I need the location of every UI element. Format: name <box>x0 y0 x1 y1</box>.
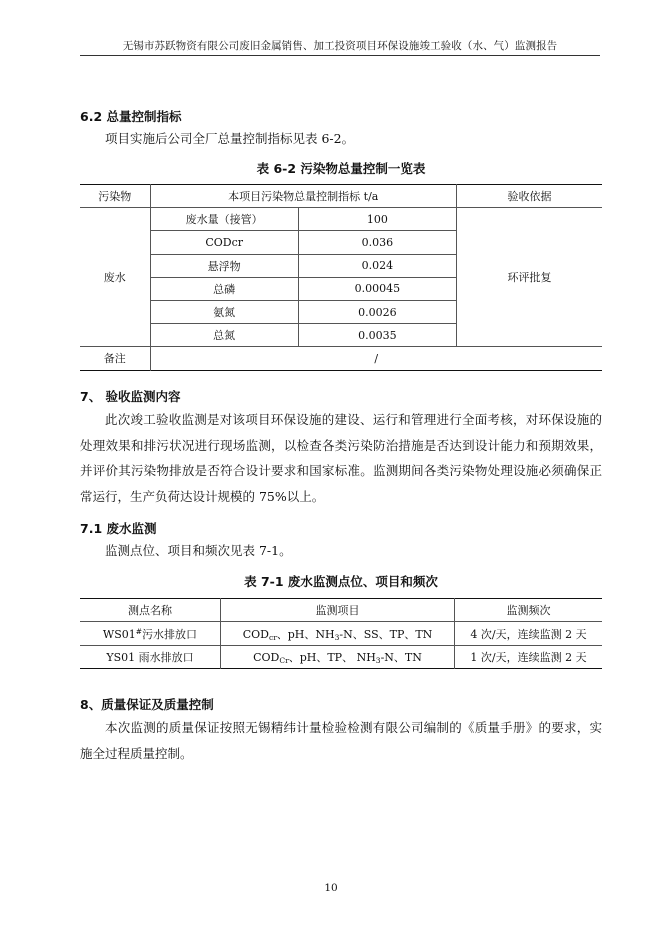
header-frequency: 监测频次 <box>455 599 603 622</box>
table-row <box>80 208 602 231</box>
table-header-row <box>80 599 602 622</box>
page-header: 无锡市苏跃物资有限公司废旧金属销售、加工投资项目环保设施竣工验收（水、气）监测报告 <box>122 40 558 52</box>
row-value: 0.00045 <box>298 277 456 300</box>
row-name: 总磷 <box>150 277 298 300</box>
section-7-heading: 7、 验收监测内容 <box>80 389 181 404</box>
items-cell: $COD_{Cr}$、pH、TP、 $NH_3-N$、TN <box>221 645 455 668</box>
table-6-2 <box>80 184 602 371</box>
table-row <box>80 622 602 645</box>
table-6-2-caption: 表 6-2 污染物总量控制一览表 <box>256 161 426 176</box>
row-name: 悬浮物 <box>150 254 298 277</box>
point-cell: YS01 雨水排放口 <box>80 645 221 668</box>
row-value: 0.0026 <box>298 300 456 323</box>
header-indicator: 本项目污染物总量控制指标 t/a <box>150 185 456 208</box>
row-value: 0.036 <box>298 231 456 254</box>
row-value: 0.0035 <box>298 324 456 347</box>
page-number: 10 <box>324 882 338 894</box>
header-pollutant: 污染物 <box>80 185 150 208</box>
row-name: 总氮 <box>150 324 298 347</box>
table-header-row <box>80 185 602 208</box>
row-name: CODcr <box>150 231 298 254</box>
remark-row <box>80 347 602 370</box>
table-row <box>80 645 602 668</box>
section-7-1-intro: 监测点位、项目和频次见表 7-1。 <box>105 543 292 558</box>
section-8-paragraph: 本次监测的质量保证按照无锡精纬计量检验检测有限公司编制的《质量手册》的要求，实施全过程质量控制。 <box>80 720 602 761</box>
header-items: 监测项目 <box>221 599 455 622</box>
row-name: 废水量（接管） <box>150 208 298 231</box>
group-cell: 废水 <box>80 208 150 347</box>
frequency-cell: 1 次/天，连续监测 2 天 <box>455 645 603 668</box>
row-name: 氨氮 <box>150 300 298 323</box>
frequency-cell: 4 次/天，连续监测 2 天 <box>455 622 603 645</box>
point-cell: WS01#污水排放口 <box>80 622 221 645</box>
row-value: 0.024 <box>298 254 456 277</box>
section-7-paragraph: 此次竣工验收监测是对该项目环保设施的建设、运行和管理进行全面考核，对环保设施的处理效果和排污状况进行现场监测，以检查各类污染防治措施是否达到设计能力和预期效果，并评价其污染物排放是否符合设计要求和国家标准。监测期间各类污染物处理设施必须确保正常运行，生产负荷达设计规模的 75%以上。 <box>80 412 602 504</box>
items-cell: $COD_{cr}$、pH、$NH_3-N$、SS、TP、TN <box>221 622 455 645</box>
header-basis: 验收依据 <box>456 185 602 208</box>
table-7-1-caption: 表 7-1 废水监测点位、项目和频次 <box>244 574 438 589</box>
section-6-2-intro: 项目实施后公司全厂总量控制指标见表 6-2。 <box>105 131 355 146</box>
remark-value: / <box>150 347 602 370</box>
header-point: 测点名称 <box>80 599 221 622</box>
section-7-1-heading: 7.1 废水监测 <box>80 521 157 536</box>
remark-label: 备注 <box>80 347 150 370</box>
table-7-1 <box>80 598 602 669</box>
section-6-2-heading: 6.2 总量控制指标 <box>80 109 182 124</box>
basis-cell: 环评批复 <box>456 208 602 347</box>
section-8-heading: 8、质量保证及质量控制 <box>80 697 214 712</box>
header-rule <box>80 55 600 56</box>
row-value: 100 <box>298 208 456 231</box>
